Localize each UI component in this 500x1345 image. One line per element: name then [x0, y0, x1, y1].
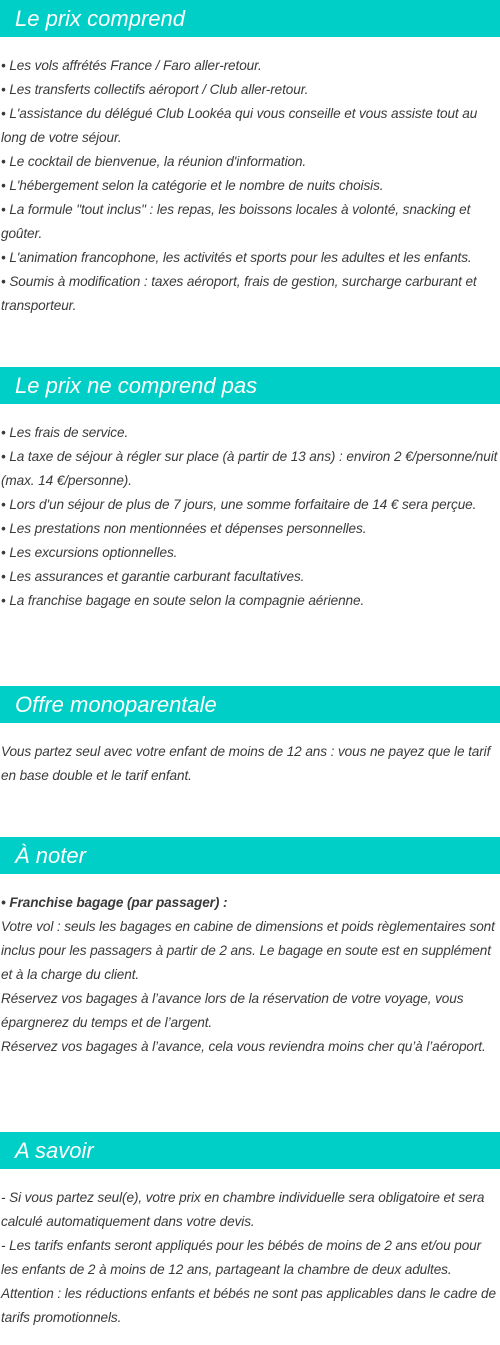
paragraph: Réservez vos bagages à l’avance, cela vous reviendra moins cher qu’à l’aéroport. [1, 1039, 486, 1054]
list-item: • Les prestations non mentionnées et dépenses personnelles. [1, 521, 367, 536]
paragraph: Votre vol : seuls les bagages en cabine de dimensions et poids règlementaires sont inclus pour les passagers à partir de 2 ans. Le bagage en soute est en supplément et à la charge du client. [1, 919, 495, 982]
list-item: • Les frais de service. [1, 425, 129, 440]
section-title: Le prix comprend [0, 0, 500, 37]
list-item: • La franchise bagage en soute selon la compagnie aérienne. [1, 593, 365, 608]
paragraph: - Les tarifs enfants seront appliqués pour les bébés de moins de 2 ans et/ou pour les enfants de 2 à moins de 12 ans, partageant la chambre de deux adultes. [1, 1238, 482, 1277]
section-content [0, 54, 500, 318]
section-offre-monoparentale [0, 686, 500, 788]
subheading: • Franchise bagage (par passager) : [1, 895, 228, 910]
list-item: • Les excursions optionnelles. [1, 545, 178, 560]
section-title: Le prix ne comprend pas [0, 367, 500, 404]
list-item: • Les transferts collectifs aéroport / Club aller-retour. [1, 82, 309, 97]
section-title: Offre monoparentale [0, 686, 500, 723]
list-item: • Le cocktail de bienvenue, la réunion d'information. [1, 154, 307, 169]
section-content [0, 1186, 500, 1330]
list-item: • L'animation francophone, les activités et sports pour les adultes et les enfants. [1, 250, 472, 265]
section-content [0, 740, 500, 788]
list-item: • L'hébergement selon la catégorie et le nombre de nuits choisis. [1, 178, 384, 193]
list-item: • La formule "tout inclus" : les repas, les boissons locales à volonté, snacking et goûter. [1, 202, 471, 241]
section-title: A savoir [0, 1132, 500, 1169]
section-content [0, 891, 500, 1059]
paragraph: Attention : les réductions enfants et bébés ne sont pas applicables dans le cadre de tarifs promotionnels. [1, 1286, 496, 1325]
list-item: • La taxe de séjour à régler sur place (à partir de 13 ans) : environ 2 €/personne/nuit (max. 14 €/personne). [1, 449, 498, 488]
list-item: • Les assurances et garantie carburant facultatives. [1, 569, 305, 584]
section-prix-comprend [0, 0, 500, 318]
section-prix-ne-comprend-pas [0, 367, 500, 613]
list-item: • Lors d'un séjour de plus de 7 jours, une somme forfaitaire de 14 € sera perçue. [1, 497, 477, 512]
list-item: • L'assistance du délégué Club Lookéa qui vous conseille et vous assiste tout au long de votre séjour. [1, 106, 478, 145]
section-a-savoir [0, 1132, 500, 1330]
paragraph: - Si vous partez seul(e), votre prix en chambre individuelle sera obligatoire et sera calculé automatiquement dans votre devis. [1, 1190, 485, 1229]
list-item: • Soumis à modification : taxes aéroport, frais de gestion, surcharge carburant et transporteur. [1, 274, 477, 313]
paragraph: Vous partez seul avec votre enfant de moins de 12 ans : vous ne payez que le tarif en base double et le tarif enfant. [1, 744, 491, 783]
section-title: À noter [0, 837, 500, 874]
list-item: • Les vols affrétés France / Faro aller-retour. [1, 58, 262, 73]
paragraph: Réservez vos bagages à l’avance lors de la réservation de votre voyage, vous épargnerez du temps et de l’argent. [1, 991, 464, 1030]
section-content [0, 421, 500, 613]
section-a-noter [0, 837, 500, 1059]
